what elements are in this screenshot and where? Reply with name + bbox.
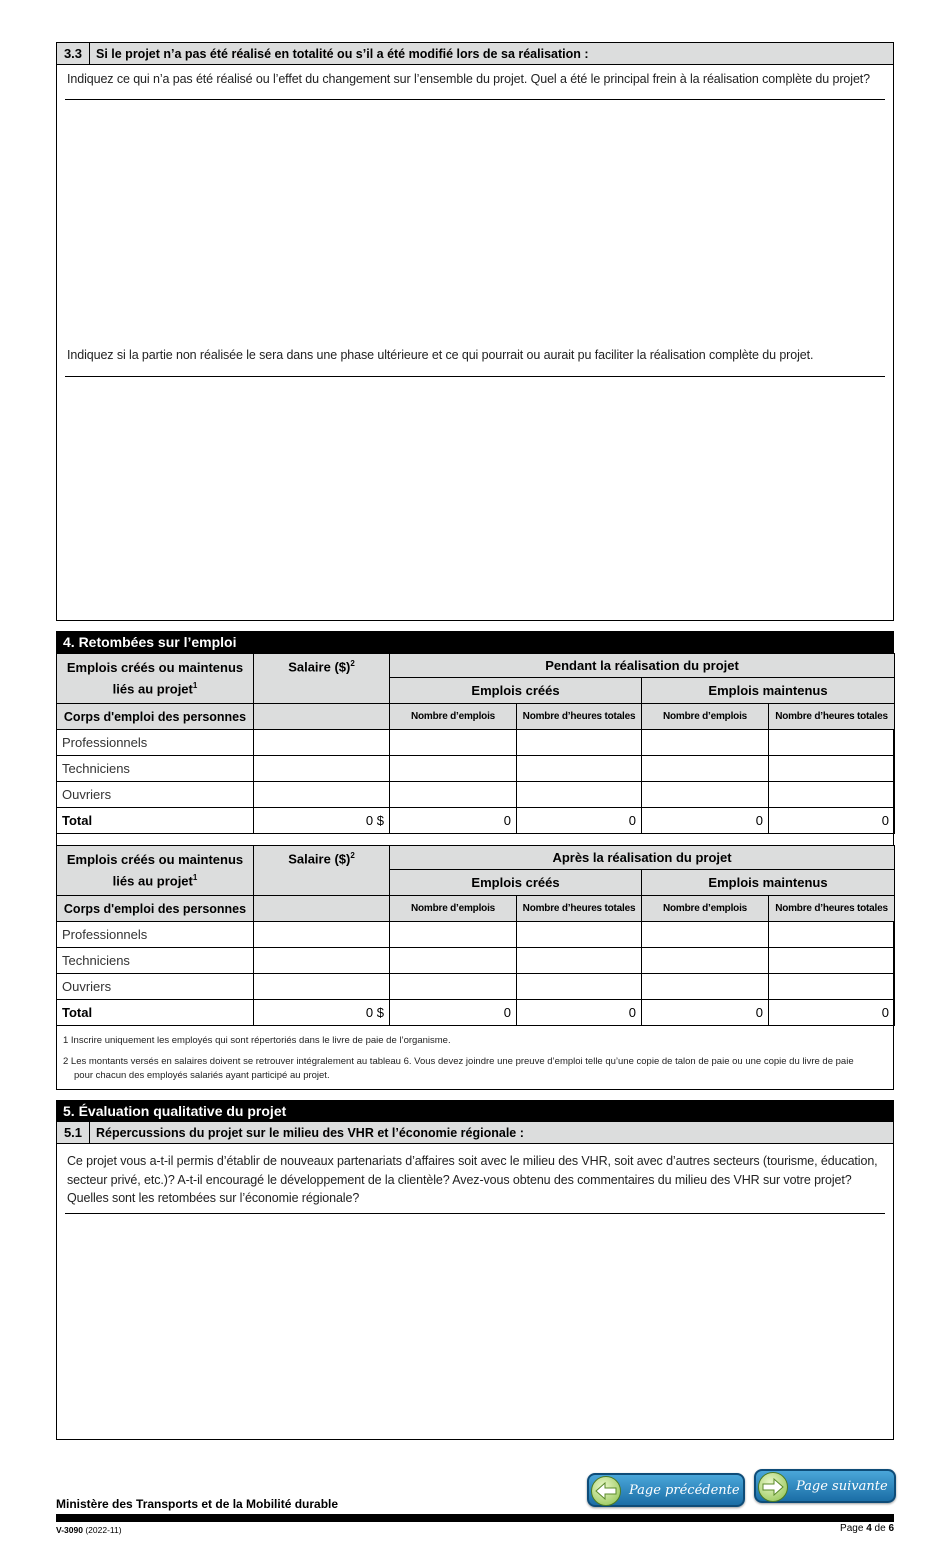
nb-hours-input[interactable] xyxy=(517,756,642,782)
total-salary: 0 $ xyxy=(254,1000,390,1026)
nb-jobs-input[interactable] xyxy=(642,782,769,808)
table-row xyxy=(57,782,895,808)
nb-jobs-header: Nombre d’emplois xyxy=(390,704,517,730)
section-5-1-title: Répercussions du projet sur le milieu des VHR et l’économie régionale : xyxy=(96,1125,524,1140)
unrealized-part-answer-field[interactable] xyxy=(65,101,885,341)
corps-emploi-header: Corps d'emploi des personnes xyxy=(57,896,254,922)
divider xyxy=(65,1213,885,1214)
page-total: 6 xyxy=(888,1523,894,1534)
nb-hours-input[interactable] xyxy=(769,974,895,1000)
salary-subheader xyxy=(254,704,390,730)
nb-jobs-input[interactable] xyxy=(390,782,517,808)
nb-jobs-input[interactable] xyxy=(390,730,517,756)
employment-table-during xyxy=(56,653,895,834)
arrow-right-icon xyxy=(758,1472,788,1502)
jobs-maintained-header: Emplois maintenus xyxy=(642,870,895,896)
nb-jobs-input[interactable] xyxy=(642,756,769,782)
nb-jobs-input[interactable] xyxy=(390,922,517,948)
page-number xyxy=(840,1523,894,1534)
next-page-button[interactable] xyxy=(754,1469,896,1503)
regional-impact-answer-field[interactable] xyxy=(65,1215,885,1433)
section-3-3-title: Si le projet n’a pas été réalisé en totalité ou s’il a été modifié lors de sa réalisation : xyxy=(96,46,589,61)
row-label: Professionnels xyxy=(57,730,254,756)
salary-input[interactable] xyxy=(254,756,390,782)
total-row xyxy=(57,808,895,834)
col-salary-header: Salaire ($)$^2$ xyxy=(254,654,390,704)
table-row xyxy=(57,730,895,756)
nb-jobs-input[interactable] xyxy=(642,922,769,948)
jobs-created-header: Emplois créés xyxy=(390,678,642,704)
divider xyxy=(65,99,885,100)
total-value: 0 xyxy=(642,1000,769,1026)
nb-jobs-input[interactable] xyxy=(642,974,769,1000)
phase-header: Pendant la réalisation du projet xyxy=(390,654,895,678)
nb-jobs-input[interactable] xyxy=(642,730,769,756)
total-label: Total xyxy=(57,1000,254,1026)
nb-jobs-header: Nombre d’emplois xyxy=(390,896,517,922)
footer-bar xyxy=(56,1514,894,1522)
next-page-label: Page suivante xyxy=(796,1478,888,1494)
nb-jobs-input[interactable] xyxy=(642,948,769,974)
arrow-left-icon xyxy=(591,1476,621,1506)
section-4-title: 4. Retombées sur l’emploi xyxy=(56,631,894,653)
section-5-1-header xyxy=(57,1122,893,1144)
table-row xyxy=(57,974,895,1000)
table-row xyxy=(57,948,895,974)
section-3-3-box xyxy=(56,42,894,621)
nb-hours-input[interactable] xyxy=(769,782,895,808)
section-3-3-header xyxy=(57,43,893,65)
salary-input[interactable] xyxy=(254,974,390,1000)
page-prefix: Page xyxy=(840,1523,864,1534)
total-value: 0 xyxy=(390,1000,517,1026)
footnote-2a: 2 Les montants versés en salaires doivent se retrouver intégralement au tableau 6. Vous devez joindre une preuve d’emploi telle qu’une copie de talon de paie ou une copie du livre de paie xyxy=(63,1056,854,1067)
nb-hours-input[interactable] xyxy=(769,756,895,782)
section-5-1-prompt: Ce projet vous a-t-il permis d’établir de nouveaux partenariats d’affaires soit avec le milieu des VHR, soit avec d’autres secteurs (tourisme, éducation, secteur privé, etc.)? A-t-il encouragé le développement de la clientèle? Avez-vous obtenu des commentaires du milieu des VHR sur votre projet? Quelles sont les retombées sur l’économie régionale? xyxy=(67,1154,878,1205)
row-label: Ouvriers xyxy=(57,782,254,808)
total-row xyxy=(57,1000,895,1026)
col-employment-header: Emplois créés ou maintenus liés au projet$^1$ xyxy=(57,654,254,704)
previous-page-label: Page précédente xyxy=(629,1482,740,1498)
section-3-3-prompt-2: Indiquez si la partie non réalisée le sera dans une phase ultérieure et ce qui pourrait ou aurait pu faciliter la réalisation complète du projet. xyxy=(67,348,814,362)
total-salary: 0 $ xyxy=(254,808,390,834)
section-3-3-prompt-1: Indiquez ce qui n’a pas été réalisé ou l’effet du changement sur l’ensemble du projet. Quel a été le principal frein à la réalisation complète du projet? xyxy=(67,72,871,86)
total-value: 0 xyxy=(642,808,769,834)
future-phase-answer-field[interactable] xyxy=(65,378,885,616)
row-label: Techniciens xyxy=(57,756,254,782)
total-value: 0 xyxy=(517,1000,642,1026)
footnote-1: 1 Inscrire uniquement les employés qui sont répertoriés dans le livre de paie de l’organisme. xyxy=(63,1035,451,1046)
nb-jobs-header: Nombre d’emplois xyxy=(642,704,769,730)
salary-subheader xyxy=(254,896,390,922)
nb-jobs-input[interactable] xyxy=(390,756,517,782)
form-date: (2022-11) xyxy=(85,1525,122,1535)
previous-page-button[interactable] xyxy=(587,1473,745,1507)
section-5-box xyxy=(56,1122,894,1440)
corps-emploi-header: Corps d'emploi des personnes xyxy=(57,704,254,730)
section-3-3-number: 3.3 xyxy=(57,43,90,64)
nb-hours-input[interactable] xyxy=(517,730,642,756)
jobs-maintained-header: Emplois maintenus xyxy=(642,678,895,704)
nb-jobs-input[interactable] xyxy=(390,948,517,974)
row-label: Techniciens xyxy=(57,948,254,974)
salary-input[interactable] xyxy=(254,730,390,756)
divider xyxy=(65,376,885,377)
ministry-name: Ministère des Transports et de la Mobilité durable xyxy=(56,1497,339,1511)
nb-hours-input[interactable] xyxy=(517,782,642,808)
section-5-1-number: 5.1 xyxy=(57,1122,90,1143)
nb-hours-header: Nombre d’heures totales xyxy=(517,704,642,730)
total-label: Total xyxy=(57,808,254,834)
salary-input[interactable] xyxy=(254,922,390,948)
nb-hours-header: Nombre d’heures totales xyxy=(769,896,895,922)
nb-hours-input[interactable] xyxy=(769,730,895,756)
nb-hours-input[interactable] xyxy=(517,974,642,1000)
nb-jobs-input[interactable] xyxy=(390,974,517,1000)
page-current: 4 xyxy=(866,1523,872,1534)
footnote-2b: pour chacun des employés salariés ayant participé au projet. xyxy=(74,1070,330,1081)
nb-hours-header: Nombre d’heures totales xyxy=(769,704,895,730)
jobs-created-header: Emplois créés xyxy=(390,870,642,896)
salary-input[interactable] xyxy=(254,948,390,974)
phase-header: Après la réalisation du projet xyxy=(390,846,895,870)
total-value: 0 xyxy=(769,1000,895,1026)
nb-hours-header: Nombre d’heures totales xyxy=(517,896,642,922)
row-label: Ouvriers xyxy=(57,974,254,1000)
col-employment-header: Emplois créés ou maintenus liés au projet$^1$ xyxy=(57,846,254,896)
table-row xyxy=(57,922,895,948)
total-value: 0 xyxy=(390,808,517,834)
row-label: Professionnels xyxy=(57,922,254,948)
page-of: de xyxy=(874,1523,886,1534)
nb-hours-input[interactable] xyxy=(769,948,895,974)
nb-hours-input[interactable] xyxy=(517,948,642,974)
employment-table-after xyxy=(56,845,895,1026)
table-row xyxy=(57,756,895,782)
nb-hours-input[interactable] xyxy=(769,922,895,948)
total-value: 0 xyxy=(769,808,895,834)
salary-input[interactable] xyxy=(254,782,390,808)
total-value: 0 xyxy=(517,808,642,834)
col-salary-header: Salaire ($)$^2$ xyxy=(254,846,390,896)
form-code: V-3090 xyxy=(56,1525,83,1535)
nb-jobs-header: Nombre d’emplois xyxy=(642,896,769,922)
form-code-line xyxy=(56,1525,122,1535)
nb-hours-input[interactable] xyxy=(517,922,642,948)
section-5-title: 5. Évaluation qualitative du projet xyxy=(56,1100,894,1122)
